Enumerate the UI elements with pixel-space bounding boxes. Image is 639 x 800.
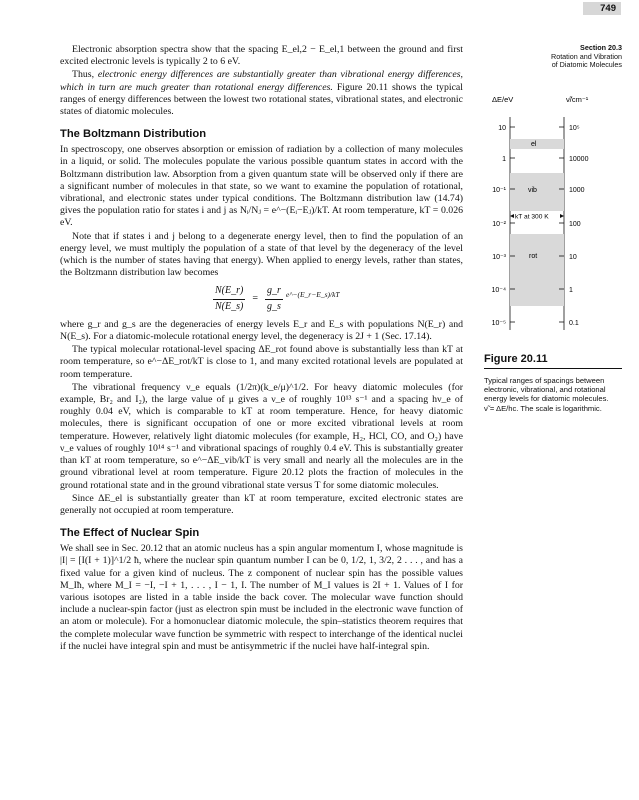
page-number: 749 — [583, 2, 621, 15]
heading-nuclear-spin: The Effect of Nuclear Spin — [60, 527, 200, 540]
section-number: Section 20.3 — [580, 43, 622, 52]
paragraph: Electronic absorption spectra show that the spacing E_el,2 − E_el,1 between the ground and first excited electronic levels is typically 2 to 6 eV. — [60, 44, 463, 68]
eq-equals: = — [252, 293, 258, 305]
right-tick-label: 10000 — [569, 156, 589, 163]
figure-title: Figure 20.11 — [484, 353, 548, 365]
paragraph: We shall see in Sec. 20.12 that an atomic nucleus has a spin angular momentum I, whose magnitude is |I| = [I(I + 1)]^1/2 ħ, where the nuclear spin quantum number I can be 0, 1/2, 1, 3/2, 2 . . . , and has a fixed value for a given kind of nucleus. The z component of nuclear spin has the possible values M_Iħ, where M_I = −I, −I + 1, . . . , I − 1, I. The number of M_I values is 2I + 1. Values of I for various isotopes are listed in a table inside the back cover. The molecular wave function should include a nuclear-spin factor (just as electron spin must be included in the electronic wave function of an atom or molecule). For a homonuclear diatomic molecule, the spin–statistics theorem requires that the complete molecular wave function be symmetric with respect to interchange of the identical nuclei if the nuclei have integral spin and must be antisymmetric if the nuclei have half-integral spin. — [60, 543, 463, 652]
section-title-line1: Rotation and Vibration — [551, 51, 622, 61]
band-rot — [510, 234, 564, 306]
right-tick-label: 0.1 — [569, 320, 579, 327]
boltzmann-equation — [210, 285, 463, 312]
energy-range-figure — [484, 92, 624, 337]
left-tick-label: 10⁻¹ — [492, 187, 506, 194]
paragraph: where g_r and g_s are the degeneracies of energy levels E_r and E_s with populations N(E_r) and N(E_s). For a diatomic-molecule rotational energy level, the degeneracy is 2J + 1 (Sec. 17.14). — [60, 318, 463, 343]
paragraph: The typical molecular rotational-level spacing ΔE_rot found above is substantially less than kT at room temperature, so e^−ΔE_rot/kT is close to 1, and many excited rotational levels are populated at room temperature. — [60, 344, 463, 380]
eq-numerator: N(E_r) — [213, 285, 245, 299]
right-tick-label: 10⁵ — [569, 125, 580, 132]
left-tick-label: 1 — [502, 156, 506, 163]
band-vib-label: vib — [528, 187, 537, 194]
eq-denominator: N(E_s) — [215, 300, 244, 312]
main-text — [60, 44, 463, 654]
section-title-line2: of Diatomic Molecules — [551, 60, 622, 70]
eq-exponential: e^−(E_r−E_s)/kT — [285, 290, 340, 300]
left-tick-label: 10⁻⁵ — [491, 320, 506, 327]
kt-label: kT at 300 K — [515, 213, 549, 221]
left-tick-label: 10⁻² — [492, 221, 506, 228]
paragraph: In spectroscopy, one observes absorption or emission of radiation by a collection of many molecules in a liquid, or solid. The molecules populate the various possible quantum states in accord with the Boltzmann distribution law. Absorption from a given quantum state will be observed only if there are a significant number of molecules in that state, so we want to examine the population of rotational, vibrational, and electronic states under typical conditions. The Boltzmann distribution law (14.74) gives the population ratio for states i and j as Nᵢ/Nⱼ = e^−(Eᵢ−Eⱼ)/kT. At room temperature, kT = 0.026 eV. — [60, 144, 463, 229]
heading-boltzmann: The Boltzmann Distribution — [60, 128, 207, 141]
left-tick-label: 10⁻⁴ — [491, 287, 506, 294]
paragraph — [60, 69, 463, 118]
paragraph: Note that if states i and j belong to a degenerate energy level, then to find the population of an energy level, we must multiply the population of a state of that level by the degeneracy of the level (which is the number of states having that energy). When applied to energy levels, rather than states, the Boltzmann distribution law becomes — [60, 230, 463, 279]
right-tick-label: 100 — [569, 221, 581, 228]
paragraph-tail: Figure 20.11 shows the typical ranges of energy differences between the lowest two rotational states, vibrational states, and electronic states of diatomic molecules. — [60, 81, 463, 118]
left-tick-label: 10 — [498, 125, 506, 132]
band-el — [510, 139, 564, 149]
right-tick-label: 1000 — [569, 187, 585, 194]
left-tick-label: 10⁻³ — [492, 254, 506, 261]
eq-g-numerator: g_r — [265, 285, 283, 299]
figure-caption: Typical ranges of spacings between electronic, vibrational, and rotational energy levels for diatomic molecules. ν̃ = ΔE/hc. The scale is logarithmic. — [484, 376, 609, 413]
paragraph-emphasis: electronic energy differences are substantially greater than vibrational energy differences, which in turn are much greater than rotational energy differences. — [60, 69, 463, 93]
eq-g-denominator: g_s — [266, 300, 281, 312]
paragraph-lead: Thus, — [72, 69, 98, 81]
axis-left-label: ΔE/eV — [492, 95, 514, 104]
band-vib — [510, 173, 564, 211]
section-label — [484, 44, 622, 70]
axis-right-label: ν̃/cm⁻¹ — [566, 95, 589, 104]
band-rot-label: rot — [529, 253, 538, 260]
eq-fraction-degeneracy — [265, 285, 283, 312]
paragraph: Since ΔE_el is substantially greater than kT at room temperature, excited electronic states are generally not occupied at room temperature. — [60, 492, 463, 516]
right-tick-label: 10 — [569, 254, 577, 261]
paragraph: The vibrational frequency ν_e equals (1/2π)(k_e/μ)^1/2. For heavy diatomic molecules (for example, Br₂ and I₂), the large value of μ gives a ν_e of roughly 10¹³ s⁻¹ and a spacing hν_e of roughly 0.04 eV, which is comparable to kT at room temperature. Hence, for heavy diatomic molecules, there is significant occupation of one or more excited vibrational levels at room temperature. However, relatively light diatomic molecules (for example, H₂, HCl, CO, and O₂) have ν_e values of roughly 10¹⁴ s⁻¹ and vibrational spacings of roughly 0.4 eV. This is substantially greater than kT at room temperature, so e^−ΔE_vib/kT is very small and nearly all the molecules are in the ground vibrational level at room temperature. Figure 20.12 plots the fraction of molecules in the ground rotational state and in the ground vibrational state versus T for some diatomic molecules. — [60, 381, 463, 491]
figure-rule — [484, 368, 622, 369]
right-tick-label: 1 — [569, 287, 573, 294]
eq-fraction-populations — [213, 285, 245, 312]
band-el-label: el — [531, 141, 537, 148]
